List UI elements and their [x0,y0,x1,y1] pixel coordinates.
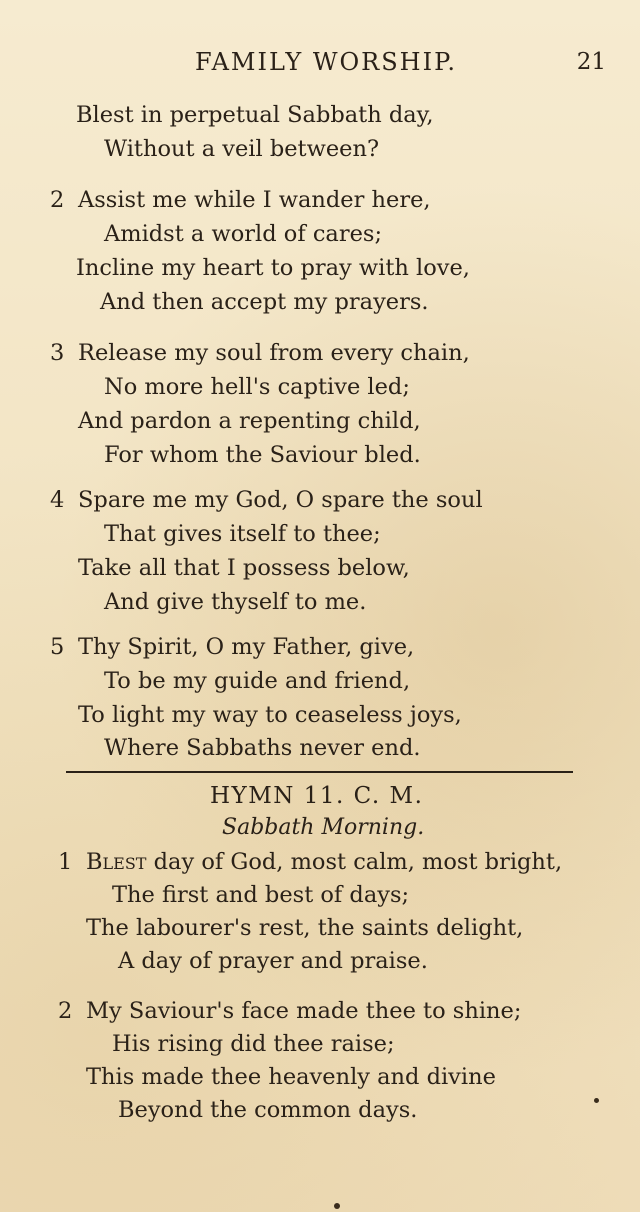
section-divider [66,771,573,773]
stanza-number: 1 [58,849,73,875]
verse-line: Spare me my God, O spare the soul [78,487,483,513]
ink-speck [334,1203,340,1209]
opening-word: Blest [86,849,147,875]
verse-line: That gives itself to thee; [104,521,381,547]
verse-line: Where Sabbaths never end. [104,735,421,761]
stanza-number: 5 [50,634,65,660]
verse-line-rest: day of God, most calm, most bright, [153,849,563,875]
verse-line: The first and best of days; [112,882,410,908]
verse-line: A day of prayer and praise. [118,948,428,974]
verse-line: Take all that I possess below, [78,555,410,581]
page-number: 21 [576,49,606,75]
ink-speck [594,1098,599,1103]
verse-line: No more hell's captive led; [104,374,410,400]
verse-line-first [86,847,562,877]
verse-line: To light my way to ceaseless joys, [78,702,462,728]
stanza-number: 3 [50,340,65,366]
hymn-title: HYMN 11. C. M. [210,783,424,809]
verse-line: His rising did thee raise; [112,1031,395,1057]
verse-line: Assist me while I wander here, [78,187,431,213]
verse-line: To be my guide and friend, [104,668,411,694]
verse-line: Incline my heart to pray with love, [76,255,470,281]
verse-line: My Saviour's face made thee to shine; [86,998,522,1024]
verse-line: And pardon a repenting child, [78,408,421,434]
hymn-subtitle: Sabbath Morning. [222,815,425,840]
verse-line: Without a veil between? [104,136,380,162]
stanza-number: 4 [50,487,65,513]
verse-line: And give thyself to me. [104,589,367,615]
verse-line: Beyond the common days. [118,1097,418,1123]
verse-line: Blest in perpetual Sabbath day, [76,102,434,128]
page-header [0,42,640,82]
verse-line: This made thee heavenly and divine [86,1064,496,1090]
verse-line: The labourer's rest, the saints delight, [86,915,524,941]
stanza-number: 2 [58,998,73,1024]
stanza-number: 2 [50,187,65,213]
verse-line: And then accept my prayers. [100,289,429,315]
running-head: FAMILY WORSHIP. [195,48,458,76]
verse-line: Amidst a world of cares; [104,221,383,247]
verse-line: Release my soul from every chain, [78,340,470,366]
verse-line: Thy Spirit, O my Father, give, [78,634,415,660]
verse-line: For whom the Saviour bled. [104,442,421,468]
